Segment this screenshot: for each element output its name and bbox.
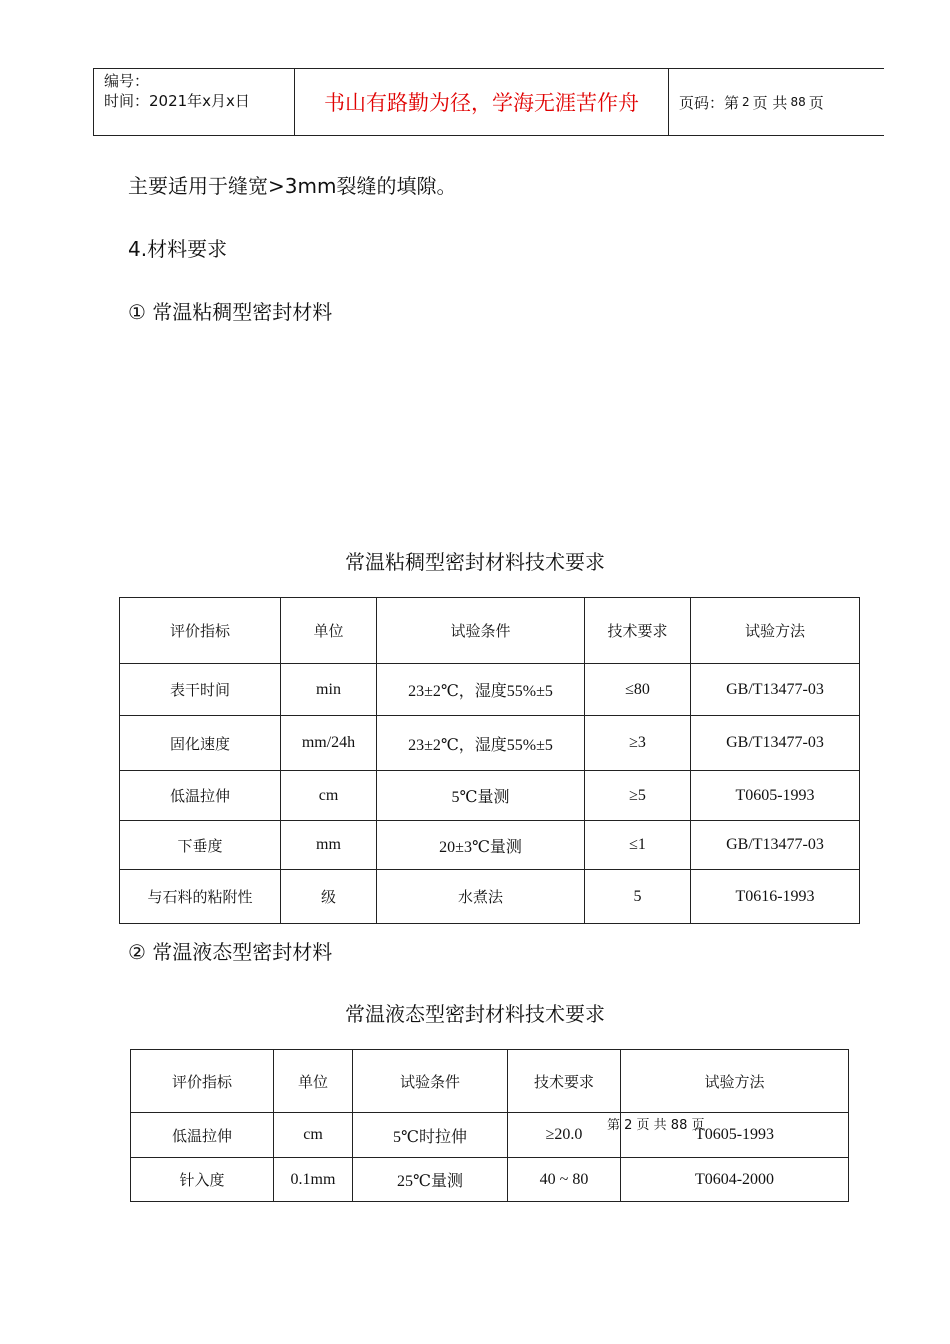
page-prefix: 页码：第 <box>679 93 740 112</box>
table-cell: 40 ~ 80 <box>508 1158 621 1202</box>
header-meta-cell <box>93 69 295 135</box>
table-cell: 级 <box>281 870 377 924</box>
table-cell: 5 <box>585 870 691 924</box>
table-cell: GB/T13477-03 <box>691 716 860 771</box>
table-cell: 5℃时拉伸 <box>353 1113 508 1158</box>
footer-page-number: 第 2 页 共 88 页 <box>607 1118 705 1133</box>
page-total: 88 <box>790 95 806 109</box>
table-cell: 23±2℃，湿度55%±5 <box>377 664 585 716</box>
page-number: 2 <box>742 95 750 109</box>
document-time-label: 时间：2021年x月x日 <box>104 92 250 110</box>
table-cell: 5℃量测 <box>377 771 585 821</box>
table-header-cell: 技术要求 <box>508 1050 621 1113</box>
table-cell: 低温拉伸 <box>131 1113 274 1158</box>
table-cell: T0605-1993 <box>621 1113 849 1158</box>
liquid-sealant-table <box>130 1049 849 1202</box>
table-cell: 表干时间 <box>120 664 281 716</box>
table-row <box>120 870 860 924</box>
table-cell: T0616-1993 <box>691 870 860 924</box>
table-row <box>120 716 860 771</box>
viscous-sealant-table <box>119 597 860 924</box>
table-cell: mm/24h <box>281 716 377 771</box>
subheading-liquid-sealant: ② 常温液态型密封材料 <box>128 940 333 964</box>
table-header-cell: 单位 <box>281 598 377 664</box>
page-suffix: 页 <box>808 93 824 112</box>
table-header-cell: 试验方法 <box>691 598 860 664</box>
table-row <box>120 821 860 870</box>
table-cell: T0605-1993 <box>691 771 860 821</box>
table-header-cell: 评价指标 <box>120 598 281 664</box>
table-header-row <box>120 598 860 664</box>
table-header-cell: 技术要求 <box>585 598 691 664</box>
table-cell: GB/T13477-03 <box>691 664 860 716</box>
section-heading-materials: 4.材料要求 <box>128 237 228 261</box>
table-header-cell: 单位 <box>274 1050 353 1113</box>
table-cell: ≤80 <box>585 664 691 716</box>
table-cell: mm <box>281 821 377 870</box>
page-mid: 页 共 <box>752 93 788 112</box>
table-cell: 0.1mm <box>274 1158 353 1202</box>
table-header-row <box>131 1050 849 1113</box>
table-cell: 23±2℃，湿度55%±5 <box>377 716 585 771</box>
table-row <box>120 664 860 716</box>
subheading-viscous-sealant: ① 常温粘稠型密封材料 <box>128 300 333 324</box>
table-cell: cm <box>274 1113 353 1158</box>
table-row <box>131 1113 849 1158</box>
table2-caption: 常温液态型密封材料技术要求 <box>345 1002 605 1026</box>
table-row <box>120 771 860 821</box>
header-page-info <box>669 69 884 135</box>
table-cell: 与石料的粘附性 <box>120 870 281 924</box>
table-cell: GB/T13477-03 <box>691 821 860 870</box>
table-header-cell: 试验条件 <box>377 598 585 664</box>
table-cell: 下垂度 <box>120 821 281 870</box>
table-cell: ≤1 <box>585 821 691 870</box>
table-header-cell: 试验方法 <box>621 1050 849 1113</box>
table1-caption: 常温粘稠型密封材料技术要求 <box>345 550 605 574</box>
table-header-cell: 评价指标 <box>131 1050 274 1113</box>
table-header-cell: 试验条件 <box>353 1050 508 1113</box>
table-cell: 针入度 <box>131 1158 274 1202</box>
table-cell: ≥3 <box>585 716 691 771</box>
table-cell: cm <box>281 771 377 821</box>
header-motto: 书山有路勤为径，学海无涯苦作舟 <box>295 69 669 135</box>
table-cell: 水煮法 <box>377 870 585 924</box>
table-cell: T0604-2000 <box>621 1158 849 1202</box>
table-cell: ≥20.0 <box>508 1113 621 1158</box>
page-header <box>93 68 884 136</box>
document-number-label: 编号： <box>104 72 150 90</box>
table-cell: min <box>281 664 377 716</box>
table-cell: 固化速度 <box>120 716 281 771</box>
table-cell: 25℃量测 <box>353 1158 508 1202</box>
paragraph-usage: 主要适用于缝宽>3mm裂缝的填隙。 <box>128 174 457 198</box>
table-row <box>131 1158 849 1202</box>
table-cell: 20±3℃量测 <box>377 821 585 870</box>
table-cell: 低温拉伸 <box>120 771 281 821</box>
table-cell: ≥5 <box>585 771 691 821</box>
